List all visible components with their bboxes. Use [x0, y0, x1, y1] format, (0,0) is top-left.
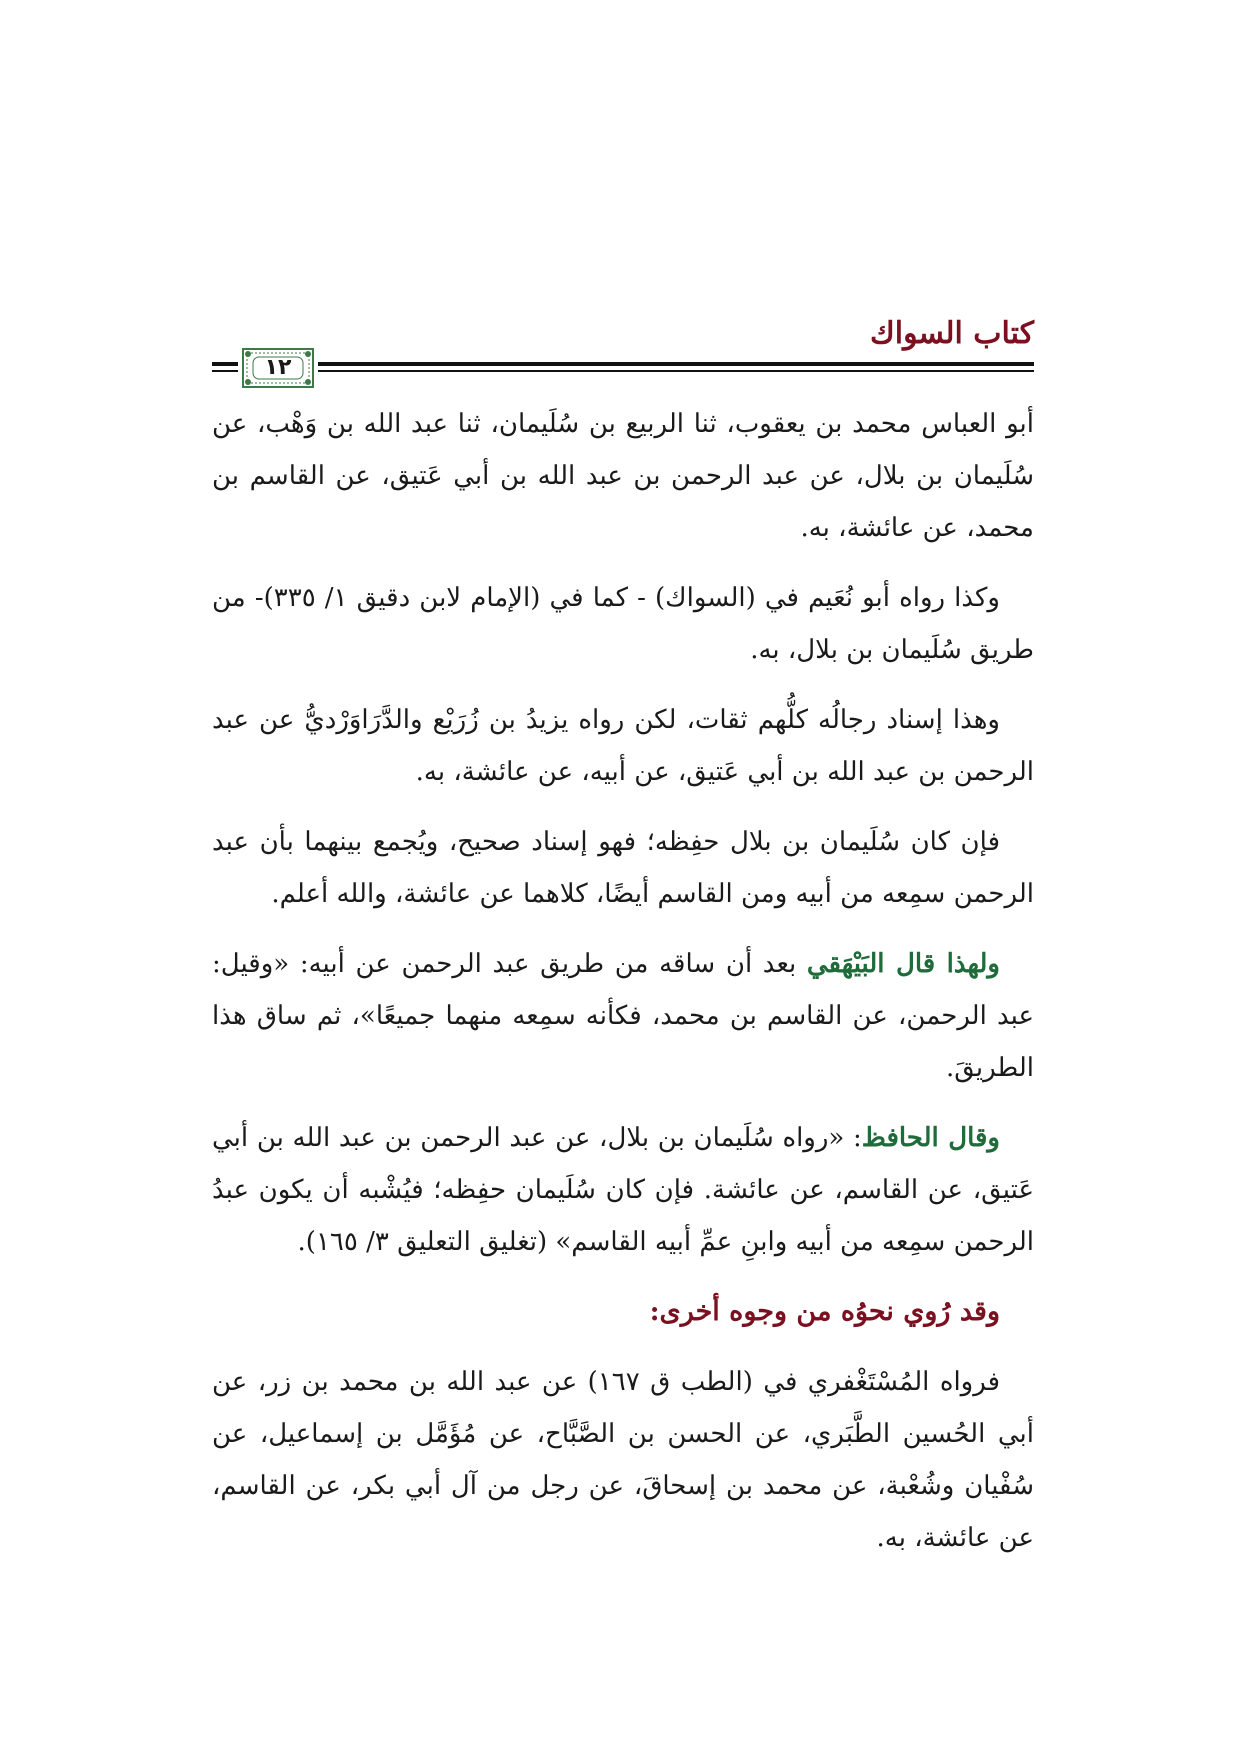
- header-rule-thick: [318, 362, 1034, 366]
- header-rule-left-thick: [212, 362, 238, 366]
- header-rule-left-thin: [212, 370, 238, 372]
- paragraph-isnad-2: وكذا رواه أبو نُعَيم في (السواك) - كما في (الإمام لابن دقيق ١/ ٣٣٥)- من طريق سُلَيمان بن بلال، به.: [212, 583, 1034, 665]
- paragraph-isnad-4: فإن كان سُلَيمان بن بلال حفِظه؛ فهو إسناد صحيح، ويُجمع بينهما بأن عبد الرحمن سمِعه من أبيه ومن القاسم أيضًا، كلاهما عن عائشة، والله أعلم.: [212, 827, 1034, 909]
- bayhaqi-text: بعد أن ساقه من طريق عبد الرحمن عن أبيه: «وقيل: عبد الرحمن، عن القاسم بن محمد، فكأنه سمِعه منهما جميعًا»، ثم ساق هذا الطريقَ.: [212, 949, 1034, 1083]
- header-rule-thin: [318, 370, 1034, 372]
- paragraph-bayhaqi: [212, 938, 1034, 1094]
- hafiz-text: : «رواه سُلَيمان بن بلال، عن عبد الرحمن بن عبد الله بن أبي عَتيق، عن القاسم، عن عائشة. فإن كان سُلَيمان حفِظه؛ فيُشْبه أن يكون عبدُ الرحمن سمِعه من أبيه وابنِ عمِّ أبيه القاسم» (تغليق التعليق ٣/ ١٦٥).: [212, 1123, 1034, 1257]
- page-body: [212, 398, 1034, 1582]
- hafiz-lead: وقال الحافظ: [861, 1123, 1000, 1153]
- section-subheading: وقد رُوي نحوُه من وجوه أخرى:: [649, 1296, 1000, 1327]
- paragraph-mustaghfiri: فرواه المُسْتَغْفري في (الطب ق ١٦٧) عن عبد الله بن محمد بن زر، عن أبي الحُسين الطَّبَري، عن الحسن بن الصَّبَّاح، عن مُؤَمَّل بن إسماعيل، عن سُفْيان وشُعْبة، عن محمد بن إسحاقَ، عن رجل من آل أبي بكر، عن القاسم، عن عائشة، به.: [212, 1367, 1034, 1553]
- paragraph-isnad-3: وهذا إسناد رجالُه كلُّهم ثقات، لكن رواه يزيدُ بن زُرَيْع والدَّرَاوَرْديُّ عن عبد الرحمن بن عبد الله بن أبي عَتيق، عن أبيه، عن عائشة، به.: [212, 705, 1034, 787]
- page-number: ١٢: [264, 355, 292, 380]
- page-number-badge: [242, 348, 314, 388]
- paragraph-hafiz: [212, 1112, 1034, 1268]
- book-title: كتاب السواك: [870, 316, 1034, 351]
- bayhaqi-lead: ولهذا قال البَيْهَقي: [806, 949, 1000, 979]
- paragraph-isnad-1: أبو العباس محمد بن يعقوب، ثنا الربيع بن سُلَيمان، ثنا عبد الله بن وَهْب، عن سُلَيمان بن بلال، عن عبد الرحمن بن عبد الله بن أبي عَتيق، عن القاسم بن محمد، عن عائشة، به.: [212, 409, 1034, 543]
- page-header: [212, 316, 1034, 386]
